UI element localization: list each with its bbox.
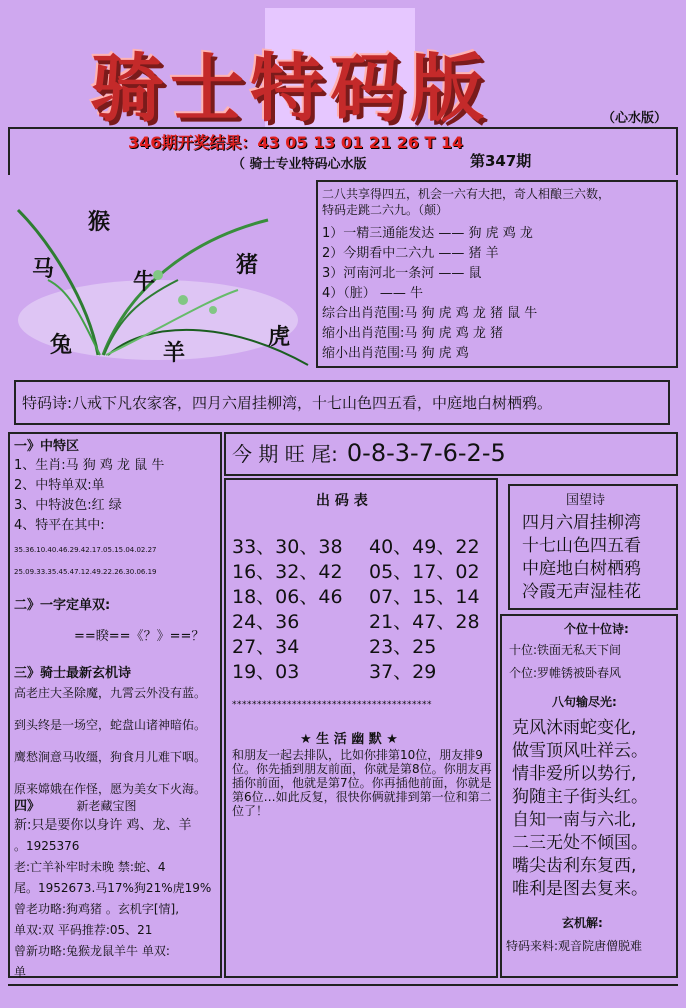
code-cell: 07、15、14 <box>369 586 480 608</box>
tip-line: 2）今期看中二六九 —— 猪 羊 <box>322 246 499 261</box>
treasure-line: 新:只是要你以身许 鸡、龙、羊 <box>14 818 192 833</box>
treasure-map-label: 新老藏宝图 <box>76 799 137 813</box>
result-line: 346期开奖结果：43 05 13 01 21 26 T 14 <box>128 133 464 152</box>
left-line: 4、特平在其中: <box>14 518 105 533</box>
guowang-line: 中庭地白树栖鸦 <box>522 559 641 579</box>
tip-line: 缩小出肖范围:马 狗 虎 鸡 龙 猪 <box>322 326 504 341</box>
poem-line: 高老庄大圣除魔，九霄云外没有蓝。 <box>14 686 207 700</box>
zodiac-rabbit: 兔 <box>50 333 73 358</box>
baju-line: 做雪顶风吐祥云。 <box>512 741 648 761</box>
code-cell: 21、47、28 <box>369 611 480 633</box>
baju-line: 唯利是图去复来。 <box>512 879 648 899</box>
tip-line: 1）一精三通能发达 —— 狗 虎 鸡 龙 <box>322 226 533 241</box>
treasure-line: 单 <box>14 965 27 979</box>
gewei-ge: 个位:罗帷锈被卧春风 <box>509 666 622 680</box>
gewei-shi: 十位:铁面无私天下间 <box>509 643 622 657</box>
humor-text: 和朋友一起去排队，比如你排第10位，朋友排9位。你先插到朋友前面，你就是第8位。你朋友再插你前面，他就是第7位。你再插他前面，你就是第6位…如此反复，很快你俩就排到第一位和第二位了！ <box>232 748 492 818</box>
zodiac-ox: 牛 <box>133 270 156 295</box>
tip-line: 综合出肖范围:马 狗 虎 鸡 龙 猪 鼠 牛 <box>322 306 538 321</box>
poem-line: 原来嫦娥在作怪，愿为美女下火海。 <box>14 782 207 796</box>
tail-row <box>232 438 506 467</box>
number-list: 35.36.10.40.46.29.42.17.05.15.04.02.27 <box>14 546 157 554</box>
tips-list <box>322 186 610 364</box>
code-row <box>232 585 480 610</box>
code-cell: 37、29 <box>369 661 437 683</box>
code-cell: 19、03 <box>232 661 300 683</box>
gewei-title: 个位十位诗: <box>564 622 629 636</box>
zodiac-monkey: 猴 <box>88 210 111 235</box>
guowang-title: 国望诗 <box>566 493 606 508</box>
left-content <box>14 437 220 983</box>
page-title: 骑士特码版 <box>90 46 490 132</box>
baju-line: 克风沐雨蛇变化, <box>512 718 637 738</box>
number-list: 25.09.33.35.45.47.12.49.22.26.30.06.19 <box>14 568 157 576</box>
code-row <box>232 560 480 585</box>
baju-line: 二三无处不倾国。 <box>512 833 648 853</box>
code-cell: 16、32、42 <box>232 561 343 583</box>
baju-line: 自知一南与六北, <box>512 810 637 830</box>
tip-line: 缩小出肖范围:马 狗 虎 鸡 <box>322 346 469 361</box>
code-cell: 23、25 <box>369 636 437 658</box>
code-row <box>232 635 480 660</box>
code-cell: 27、34 <box>232 636 300 658</box>
edition-label: （心水版） <box>602 111 668 126</box>
humor-title: ★ 生 活 幽 默 ★ <box>300 732 398 747</box>
tip-line: 4）（脏） —— 牛 <box>322 286 424 301</box>
section-heading: 一》中特区 <box>14 439 80 454</box>
code-row <box>232 535 480 560</box>
tail-value: 0-8-3-7-6-2-5 <box>346 439 506 467</box>
treasure-line: 单双:双 平码推荐:05、21 <box>14 923 153 937</box>
baju-line: 情非爱所以势行, <box>512 764 637 784</box>
code-row <box>232 660 480 685</box>
treasure-line: 。1925376 <box>14 839 80 853</box>
treasure-line: 曾老功略:狗鸡猪 。玄机字[情], <box>14 902 180 916</box>
star-divider: **************************************** <box>232 700 432 710</box>
poem-text: 特码诗:八戒下凡农家客，四月六眉挂柳湾，十七山色四五看，中庭地白树栖鸦。 <box>22 394 553 412</box>
code-cell: 24、36 <box>232 611 300 633</box>
xuanji-text: 特码来料:观音院唐僧脱难 <box>506 939 643 953</box>
baju-line: 狗随主子街头红。 <box>512 787 648 807</box>
section-heading: 三》骑士最新玄机诗 <box>14 666 132 681</box>
xuanji-title: 玄机解: <box>562 916 603 930</box>
issue-number: 第347期 <box>470 152 532 170</box>
baju-line: 嘴尖齿利东复西, <box>512 856 637 876</box>
left-line: 1、生肖:马 狗 鸡 龙 鼠 牛 <box>14 458 165 473</box>
tip-line: 二八共享得四五，机会一六有大把，奇人相酿三六数， <box>322 187 611 201</box>
code-table-title: 出 码 表 <box>316 493 368 509</box>
tip-line: 3）河南河北一条河 —— 鼠 <box>322 266 482 281</box>
section-heading-num: 四》 <box>14 799 41 814</box>
guowang-line: 四月六眉挂柳湾 <box>522 513 641 533</box>
treasure-line: 尾。1952673.马17%狗21%虎19% <box>14 881 212 895</box>
treasure-line: 老:亡羊补牢时未晚 禁:蛇、4 <box>14 860 166 874</box>
guowang-line: 十七山色四五看 <box>522 536 641 556</box>
left-line: 3、中特波色:红 绿 <box>14 498 122 513</box>
baju-lines <box>512 717 648 901</box>
poem-line: 鹰愁涧意马收缰，狗食月儿难下咽。 <box>14 750 207 764</box>
section-heading <box>14 798 220 815</box>
treasure-line: 曾新功略:兔猴龙鼠羊牛 单双: <box>14 944 170 958</box>
zodiac-horse: 马 <box>32 257 55 282</box>
subtitle: （ 骑士专业特码心水版 <box>232 157 367 172</box>
code-cell: 33、30、38 <box>232 536 343 558</box>
code-cell: 05、17、02 <box>369 561 480 583</box>
riddle-text: ==睽==《？》==？ <box>74 629 205 644</box>
code-cell: 40、49、22 <box>369 536 480 558</box>
zodiac-tiger: 虎 <box>268 325 291 350</box>
code-row <box>232 610 480 635</box>
baju-title: 八句输尽光: <box>552 695 617 709</box>
zodiac-goat: 羊 <box>163 341 186 366</box>
code-table <box>232 535 480 685</box>
tip-line: 特码走跳二六九。（颠） <box>322 203 449 217</box>
poem-line: 到头终是一场空，蛇盘山诸神暗佑。 <box>14 718 207 732</box>
code-cell: 18、06、46 <box>232 586 343 608</box>
tail-label: 今 期 旺 尾: <box>232 442 338 466</box>
guowang-lines <box>522 512 641 604</box>
guowang-line: 冷霞无声湿桂花 <box>522 582 641 602</box>
left-line: 2、中特单双:单 <box>14 478 105 493</box>
section-heading: 二》一字定单双: <box>14 598 111 613</box>
bottom-bar <box>8 984 678 1006</box>
zodiac-pig: 猪 <box>236 253 259 278</box>
